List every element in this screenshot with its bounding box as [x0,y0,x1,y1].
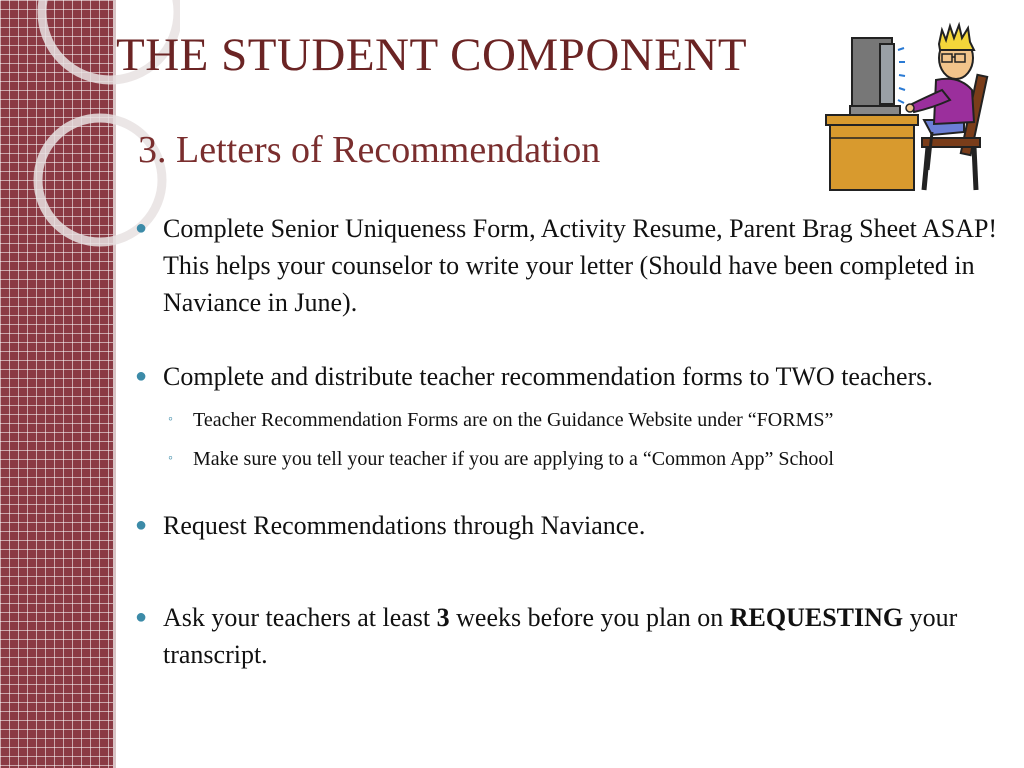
slide-subtitle: 3. Letters of Recommendation [138,129,601,171]
bullet-text: Complete and distribute teacher recommendation forms to TWO teachers. [163,362,933,391]
bullet-text: Request Recommendations through Naviance. [163,511,646,540]
bullet-item [130,507,1020,544]
bullet-bold-word: REQUESTING [729,603,904,632]
bullet-list [130,210,1020,673]
bullet-text-part: Ask your teachers at least [163,603,437,632]
bullet-icon: ● [135,365,148,387]
bullet-icon: ● [135,217,148,239]
bullet-text-part: your transcript. [163,603,958,669]
sub-bullet-icon: ◦ [168,451,173,466]
sub-bullet-item [130,407,1020,433]
bullet-icon: ● [135,606,148,628]
bullet-bold-number: 3 [436,603,450,632]
student-at-computer-clipart [824,20,1004,195]
sub-bullet-item [130,446,1020,472]
sub-bullet-text: Make sure you tell your teacher if you are applying to a “Common App” School [193,448,834,470]
bullet-item [130,210,1020,321]
sub-bullet-text: Teacher Recommendation Forms are on the Guidance Website under “FORMS” [193,409,834,431]
bullet-item [130,358,1020,395]
slide-title: THE STUDENT COMPONENT [116,29,748,81]
bullet-icon: ● [135,514,148,536]
sub-bullet-icon: ◦ [168,412,173,427]
bullet-text-part: weeks before you plan on [449,603,730,632]
bullet-item [130,599,1020,673]
bullet-text: Complete Senior Uniqueness Form, Activity Resume, Parent Brag Sheet ASAP! This helps your counselor to write your letter (Should have been completed in Naviance in June). [163,214,998,317]
